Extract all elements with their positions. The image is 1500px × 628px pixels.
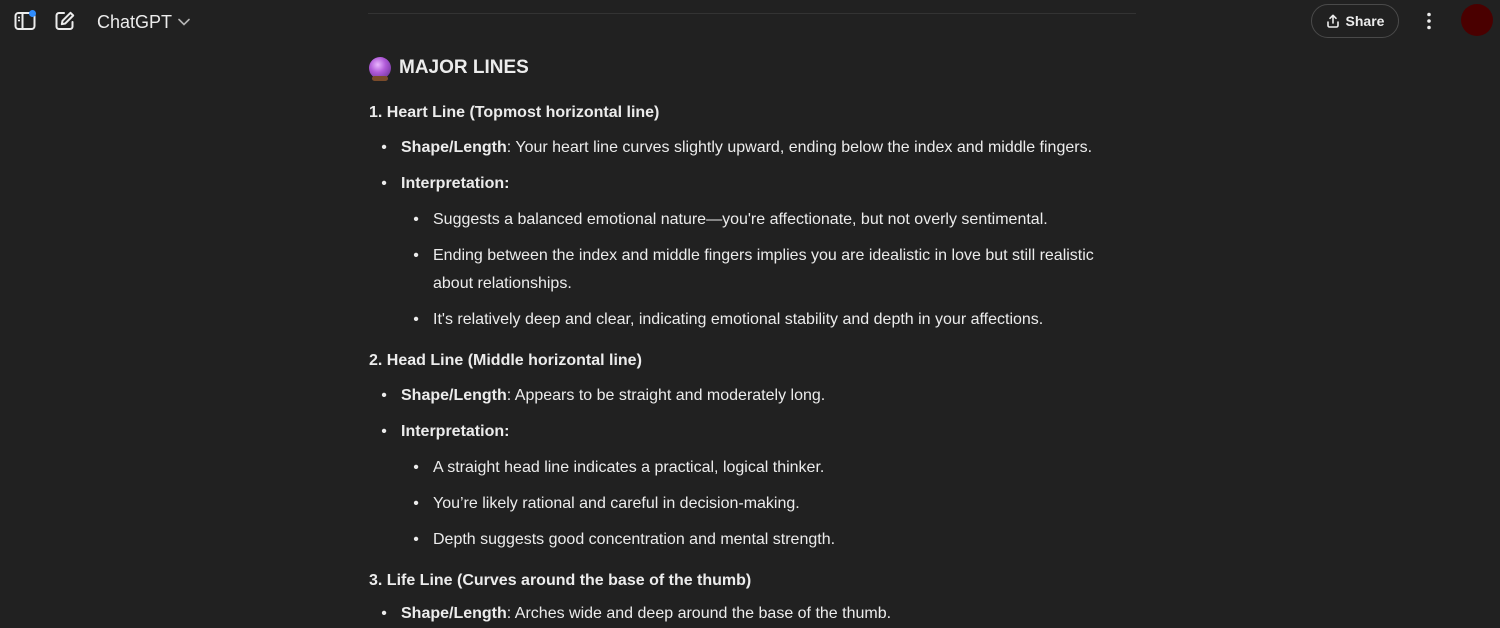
item-text: : Your heart line curves slightly upward, ending below the index and middle fingers. bbox=[506, 139, 1093, 156]
item-label: Shape/Length bbox=[401, 139, 507, 156]
share-label: Share bbox=[1345, 13, 1385, 29]
new-chat-button[interactable] bbox=[53, 9, 77, 33]
more-options-button[interactable] bbox=[1418, 9, 1440, 33]
list-item: • Shape/Length: Appears to be straight and moderately long. bbox=[381, 387, 826, 404]
list-item: • Shape/Length: Arches wide and deep around the base of the thumb. bbox=[381, 605, 892, 622]
model-selector[interactable] bbox=[97, 9, 190, 35]
avatar[interactable] bbox=[1461, 4, 1493, 36]
item-text: It's relatively deep and clear, indicating emotional stability and depth in your affections. bbox=[433, 311, 1044, 328]
list-item: • Interpretation: bbox=[381, 423, 510, 440]
heading-text: MAJOR LINES bbox=[399, 57, 529, 78]
section-title-heart-line: 1. Heart Line (Topmost horizontal line) bbox=[369, 104, 660, 121]
list-item: • Shape/Length: Your heart line curves slightly upward, ending below the index and middle fingers. bbox=[381, 139, 1093, 156]
list-item: • You’re likely rational and careful in decision-making. bbox=[413, 495, 800, 512]
item-text: : Arches wide and deep around the base of the thumb. bbox=[506, 605, 892, 622]
section-title-life-line: 3. Life Line (Curves around the base of the thumb) bbox=[369, 572, 752, 589]
list-item: • A straight head line indicates a practical, logical thinker. bbox=[413, 459, 825, 476]
top-bar bbox=[0, 0, 1500, 44]
list-item: • Depth suggests good concentration and mental strength. bbox=[413, 531, 836, 548]
list-item: • Ending between the index and middle fingers implies you are idealistic in love but still realistic about relationships. bbox=[413, 247, 1094, 292]
chevron-down-icon bbox=[178, 18, 190, 26]
item-label: Shape/Length bbox=[401, 605, 507, 622]
message-divider bbox=[368, 13, 1136, 14]
item-label: Interpretation: bbox=[401, 423, 510, 440]
compose-icon bbox=[54, 10, 76, 32]
item-text: Suggests a balanced emotional nature—you're affectionate, but not overly sentimental. bbox=[433, 211, 1048, 228]
item-label: Interpretation: bbox=[401, 175, 510, 192]
list-item: • It's relatively deep and clear, indicating emotional stability and depth in your affections. bbox=[413, 311, 1044, 328]
share-icon bbox=[1326, 14, 1340, 28]
crystal-ball-icon bbox=[369, 57, 391, 79]
item-label: Shape/Length bbox=[401, 387, 507, 404]
item-text: You’re likely rational and careful in decision-making. bbox=[433, 495, 800, 512]
item-text: Ending between the index and middle fingers implies you are idealistic in love but still realistic about relationships. bbox=[433, 247, 1094, 292]
section-title-head-line: 2. Head Line (Middle horizontal line) bbox=[369, 352, 642, 369]
model-name: ChatGPT bbox=[97, 11, 173, 32]
sidebar-toggle-button[interactable] bbox=[12, 8, 38, 34]
notification-dot bbox=[29, 10, 36, 17]
list-item: • Interpretation: bbox=[381, 175, 510, 192]
item-text: Depth suggests good concentration and mental strength. bbox=[433, 531, 836, 548]
list-item: • Suggests a balanced emotional nature—you're affectionate, but not overly sentimental. bbox=[413, 211, 1048, 228]
item-text: A straight head line indicates a practical, logical thinker. bbox=[433, 459, 825, 476]
section-heading bbox=[369, 57, 529, 79]
item-text: : Appears to be straight and moderately long. bbox=[506, 387, 826, 404]
share-button[interactable] bbox=[1311, 4, 1399, 38]
more-vertical-icon bbox=[1427, 12, 1431, 30]
